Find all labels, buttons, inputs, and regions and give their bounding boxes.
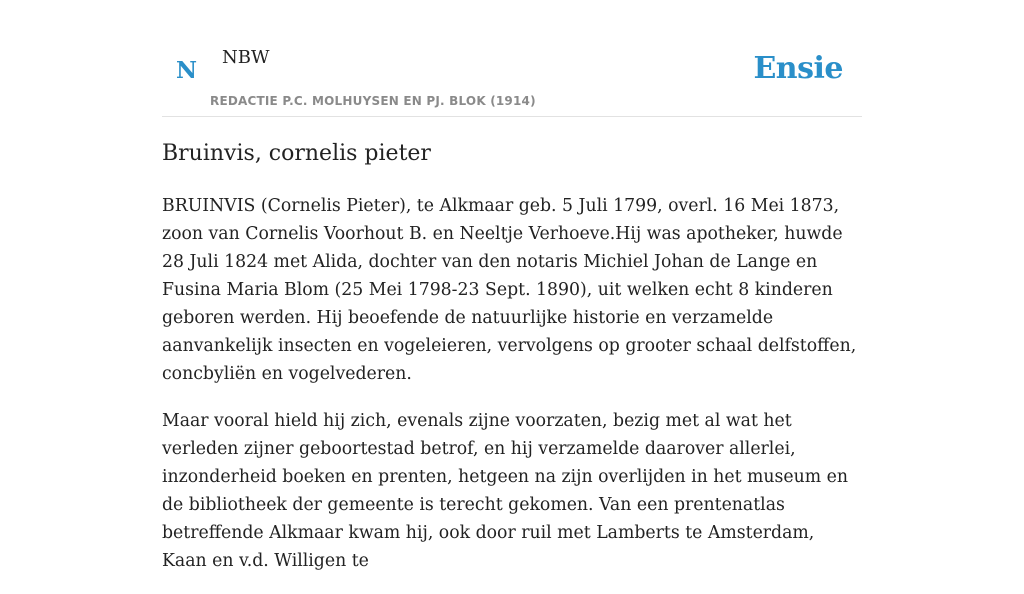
article-paragraph: BRUINVIS (Cornelis Pieter), te Alkmaar geb. 5 Juli 1799, overl. 16 Mei 1873, zoon van Cornelis Voorhout B. en Neeltje Verhoeve.Hij was apotheker, huwde 28 Juli 1824 met Alida, dochter van den notaris Michiel Johan de Lange en Fusina Maria Blom (25 Mei 1798-23 Sept. 1890), uit welken echt 8 kinderen geboren werden. Hij beoefende de natuurlijke historie en verzamelde aanvankelijk insecten en vogeleieren, vervolgens op grooter schaal delfstoffen, concbyliën en vogelvederen. <box>162 196 857 384</box>
article-body <box>162 192 864 594</box>
article-paragraph: Maar vooral hield hij zich, evenals zijne voorzaten, bezig met al wat het verleden zijner geboortestad betrof, en hij verzamelde daarover allerlei, inzonderheid boeken en prenten, hetgeen na zijn overlijden in het museum en de bibliotheek der gemeente is terecht gekomen. Van een prentenatlas betreffende Alkmaar kwam hij, ook door ruil met Lamberts te Amsterdam, Kaan en v.d. Willigen te <box>162 411 849 571</box>
header <box>162 0 862 117</box>
ensie-logo[interactable]: Ensie <box>753 51 843 86</box>
source-name[interactable]: NBW <box>222 47 270 68</box>
page-title: Bruinvis, cornelis pieter <box>162 141 431 166</box>
source-badge-icon[interactable]: N <box>176 57 198 84</box>
source-subtitle: REDACTIE P.C. MOLHUYSEN EN PJ. BLOK (1914) <box>210 94 536 108</box>
